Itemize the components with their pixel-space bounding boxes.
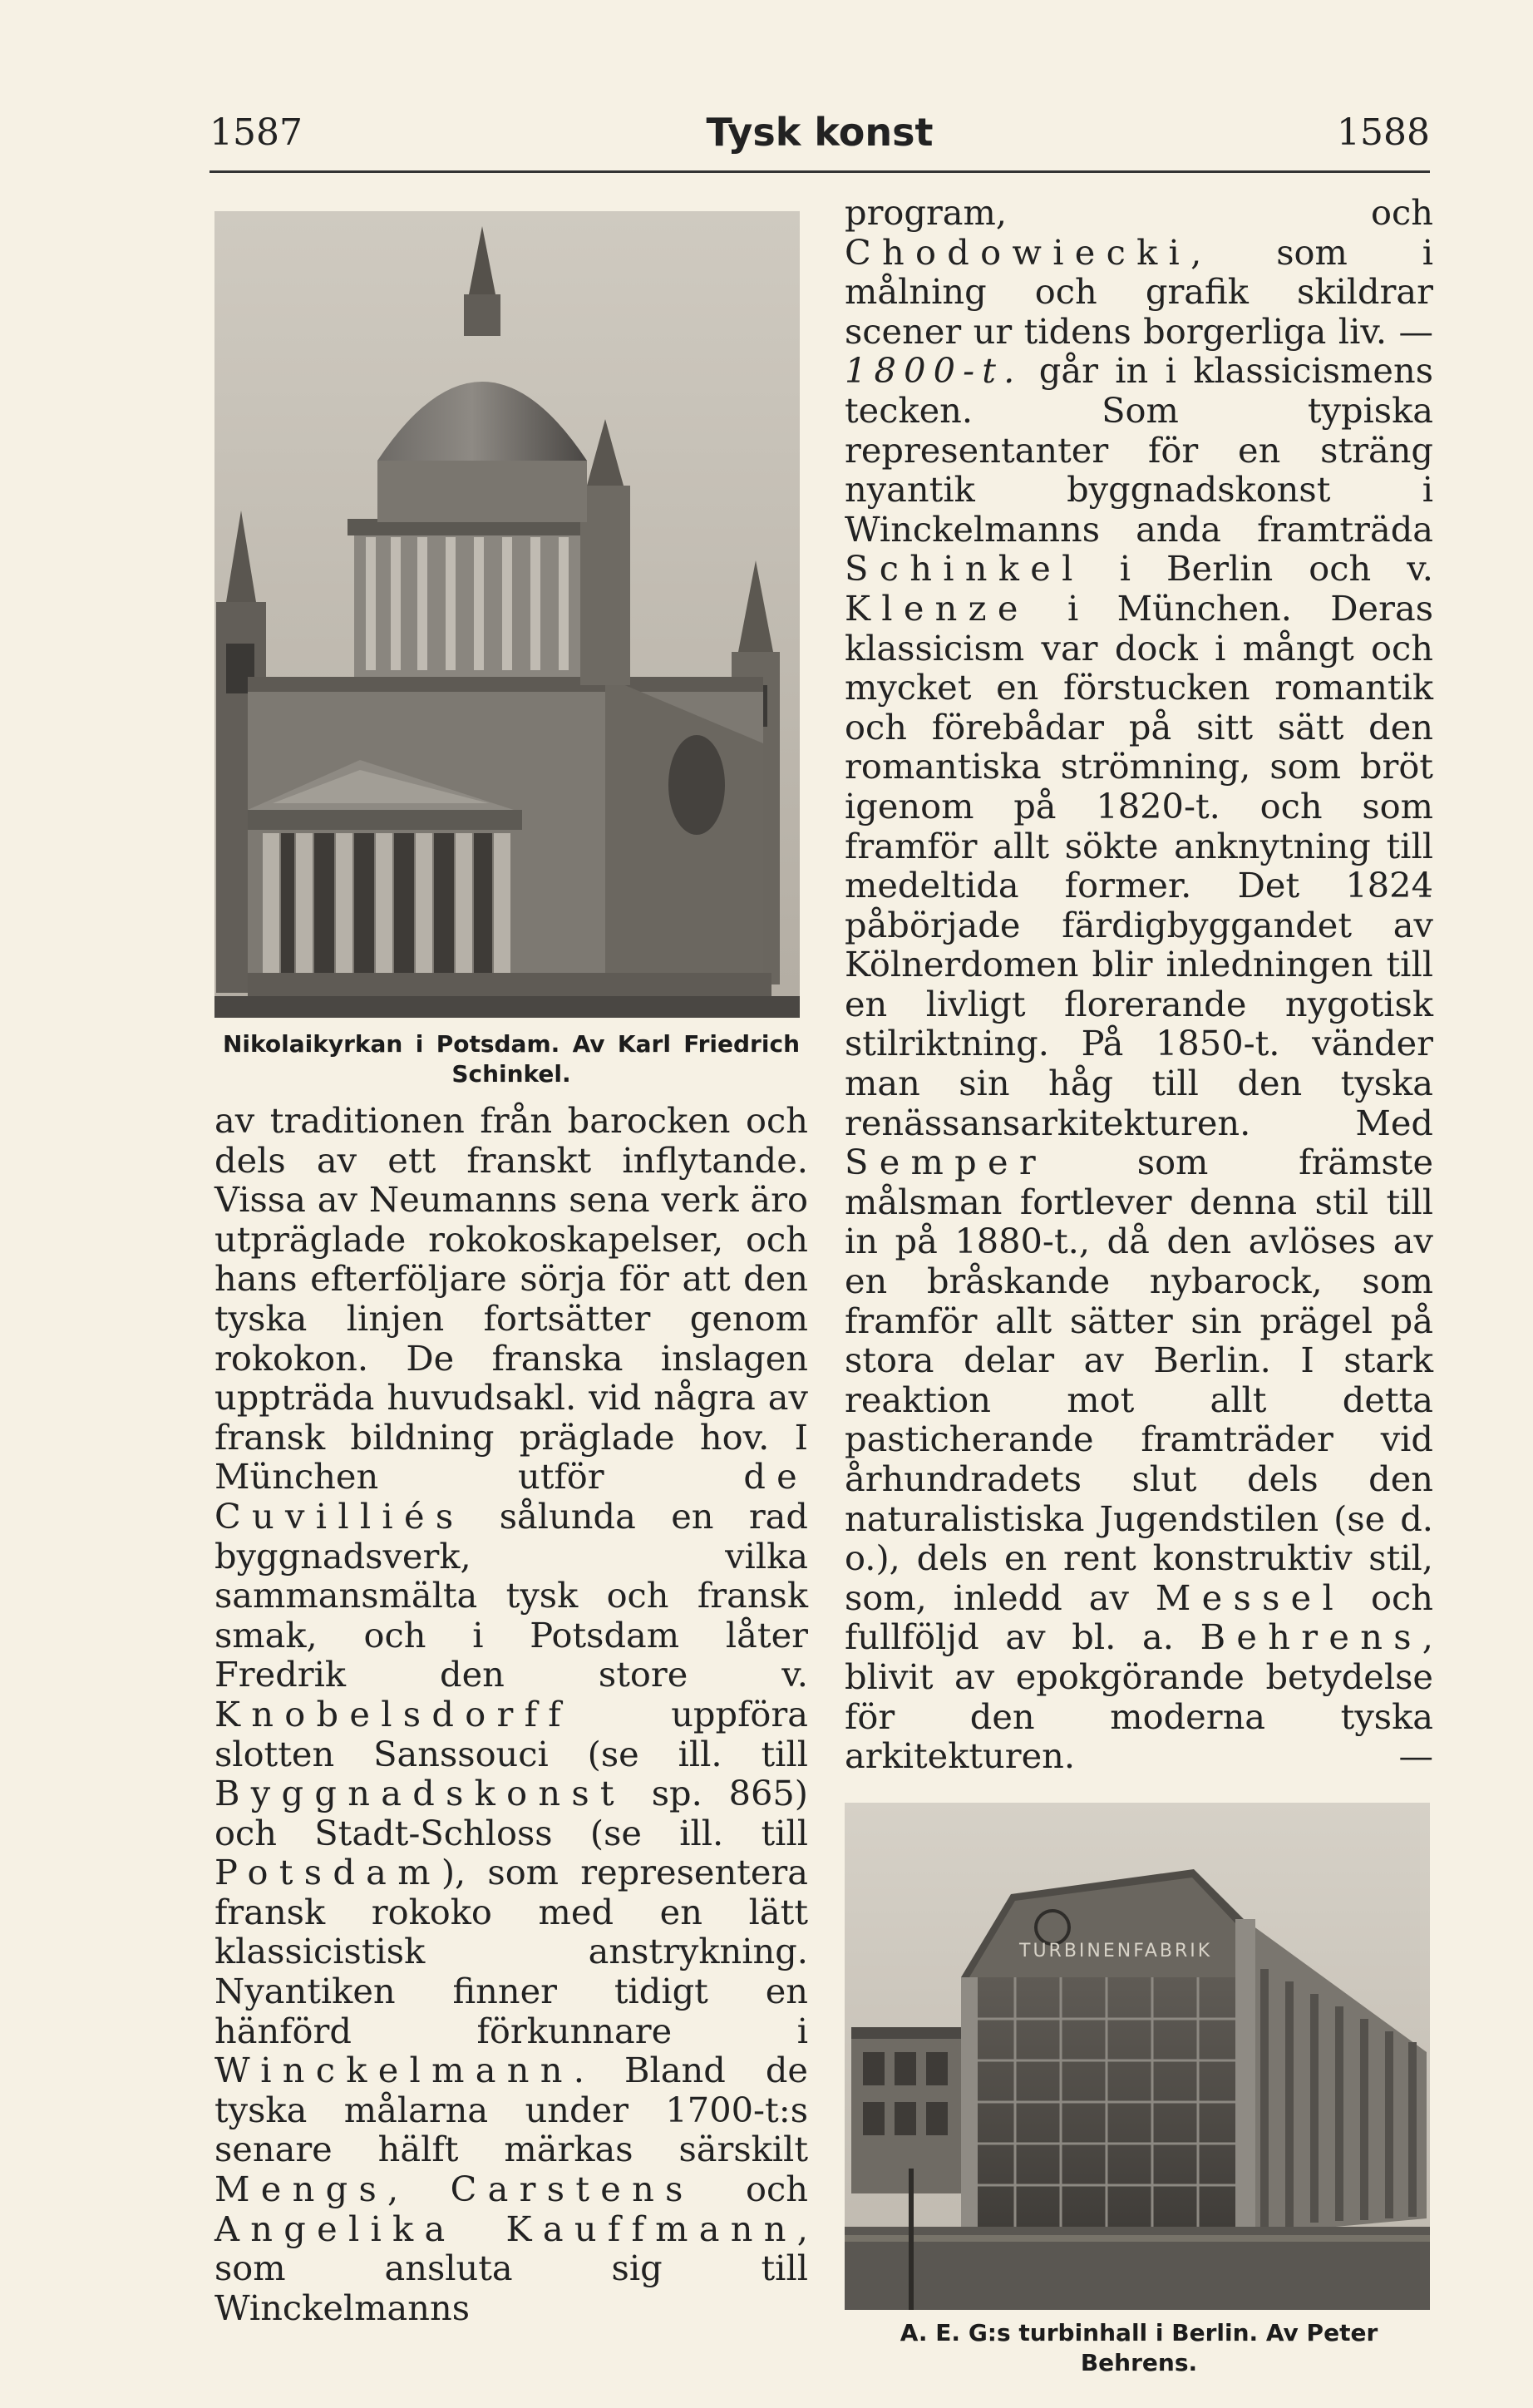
ref-byggnadskonst: Byggnadskonst [214,1773,625,1814]
ref-potsdam: Potsdam [214,1852,441,1893]
name-klenze: Klenze [845,587,1029,629]
running-title: Tysk konst [706,110,934,155]
page-number-right: 1588 [1337,111,1430,154]
left-text-7: , [387,2169,451,2210]
left-text-8: och [693,2169,808,2210]
left-text-2: sålunda en rad byggnadsverk, vilka sammansmälta tysk och fransk smak, och i Potsdam låter Fredrik den store v. [214,1495,808,1695]
name-winckelmann: Winckelmann [214,2050,574,2091]
era-1800: 1800-t. [845,350,1023,392]
name-cuvillies: de Cuvilliés [214,1456,808,1537]
turbine-hall-caption: A. E. G:s turbinhall i Berlin. Av Peter Behrens. [900,2318,1378,2376]
page-number-left: 1587 [209,111,303,154]
right-body-text [845,193,1433,1776]
name-kauffmann: Angelika Kauffmann [214,2208,797,2249]
church-photo [214,211,800,1018]
turbine-hall-photo [845,1803,1430,2310]
left-column [214,211,808,2327]
left-text-4: sp. 865) och Stadt-Schloss (se ill. till [214,1773,808,1853]
right-text-6: som främste målsman fortlever denna stil till in på 1880-t., då den avlöses av en bråskande nybarock, som framför allt sätter sin prägel på stora delar av Berlin. I stark reaktion mot allt detta pasticherande framträder vid århundradets slut dels den naturalistiska Jugendstilen (se d. o.), dels en rent konstruktiv stil, som, inledd av [845,1142,1433,1618]
left-text-6: . Bland de tyska målarna under 1700-t:s senare hälft märkas särskilt [214,2050,808,2170]
church-caption: Nikolaikyrkan i Potsdam. Av Karl Friedrich Schinkel. [223,1030,800,1088]
turbinenfabrik-sign: TURBINENFABRIK [1019,1940,1213,1961]
church-illustration [214,211,800,1018]
name-messel: Messel [1155,1577,1345,1618]
right-text-8: , blivit av epokgörande betydelse för den moderna tyska arkitekturen. — [845,1616,1433,1777]
name-schinkel: Schinkel [845,548,1084,590]
name-knobelsdorff: Knobelsdorff [214,1693,572,1734]
right-text-3: går in i klassicismens tecken. Som typiska representanter för en sträng nyantik byggnadskonst i Winckelmanns anda framträda [845,350,1433,550]
right-text-5: i München. Deras klassicism var dock i mångt och mycket en förstucken romantik och förebådar på sitt sätt den romantiska strömning, som bröt igenom på 1820-t. och som framför allt sökte anknytning till medeltida former. Det 1824 påbörjade färdigbyggandet av Kölnerdomen blir inledningen till en livligt florerande nygotisk stilriktning. På 1850-t. vänder man sin håg till den tyska renässansarkitekturen. Med [845,587,1433,1143]
name-semper: Semper [845,1142,1047,1183]
name-mengs: Mengs [214,2169,388,2210]
name-carstens: Carstens [450,2169,694,2210]
left-text-9: , som ansluta sig till Winckelmanns [214,2208,808,2328]
right-text-2: , som i målning och grafik skildrar scener ur tidens borgerliga liv. — [845,231,1433,352]
right-text-1: program, och [845,192,1433,233]
left-text-3: uppföra slotten Sanssouci (se ill. till [214,1693,808,1774]
name-chodowiecki: Chodowiecki [845,231,1191,273]
header-rule [209,170,1430,173]
turbine-hall-illustration [845,1803,1430,2310]
right-text-7: och fullföljd av bl. a. [845,1577,1433,1658]
left-body-text [214,1101,808,2327]
name-behrens: Behrens [1200,1616,1422,1658]
left-text-1: av traditionen från barocken och dels av ett franskt inflytande. Vissa av Neumanns sena verk äro utpräglade rokokoskapelser, och hans efterföljare sörja för att den tyska linjen fortsätter genom rokokon. De franska inslagen uppträda huvudsakl. vid några av fransk bildning präglade hov. I München utför [214,1100,808,1498]
right-column [845,193,1433,2378]
right-text-4: i Berlin och v. [1083,548,1433,590]
page-header [209,106,1430,170]
left-text-5: ), som representera fransk rokoko med en lätt klassicistisk anstrykning. Nyantiken finner tidigt en hänförd förkunnare i [214,1852,808,2051]
